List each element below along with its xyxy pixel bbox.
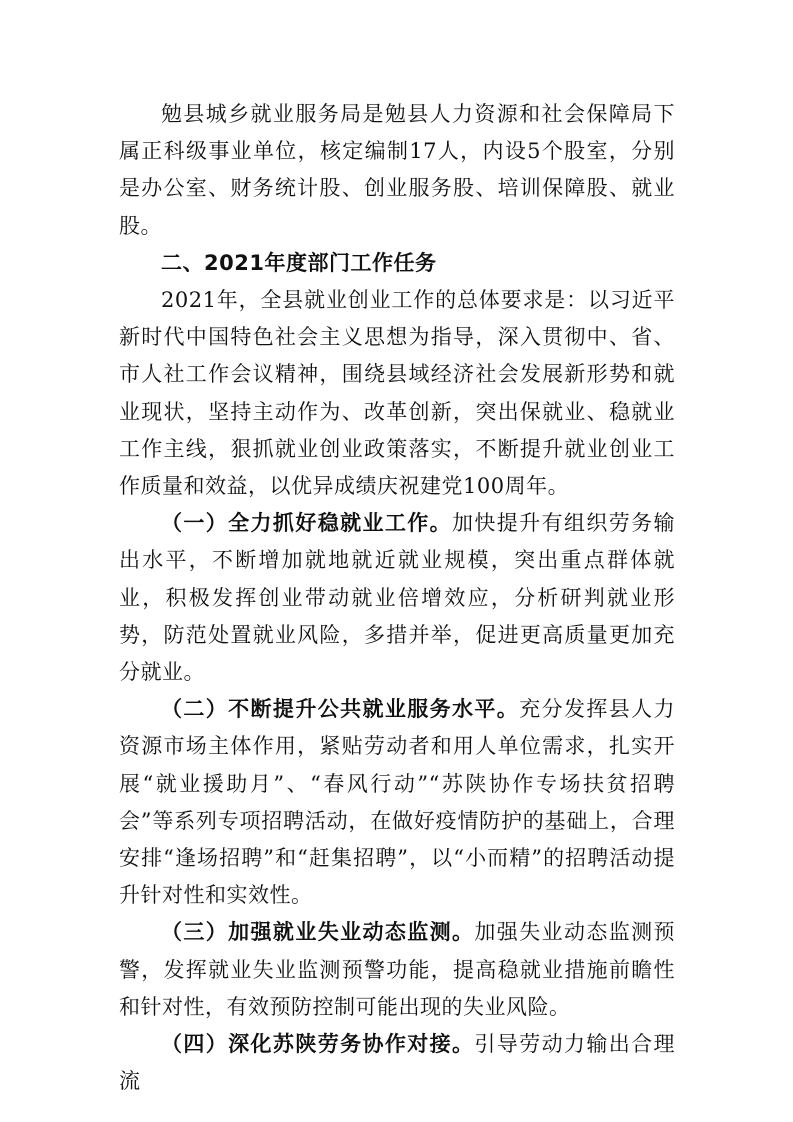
section-heading-2	[119, 245, 675, 282]
subsection-2-lead: （二）不断提升公共就业服务水平。	[161, 697, 520, 722]
document-body	[119, 96, 675, 1100]
requirements-paragraph-text: 2021年，全县就业创业工作的总体要求是：以习近平新时代中国特色社会主义思想为指导，深入贯彻中、省、市人社工作会议精神，围绕县域经济社会发展新形势和就业现状，坚持主动作为、改革创新，突出保就业、稳就业工作主线，狠抓就业创业政策落实，不断提升就业创业工作质量和效益，以优异成绩庆祝建党100周年。	[119, 288, 675, 499]
subsection-2-body: 充分发挥县人力资源市场主体作用，紧贴劳动者和用人单位需求，扎实开展“就业援助月”、“春风行动”“苏陕协作专场扶贫招聘会”等系列专项招聘活动，在做好疫情防护的基础上，合理安排“逢场招聘”和“赶集招聘”，以“小而精”的招聘活动提升针对性和实效性。	[119, 697, 676, 908]
requirements-paragraph	[119, 282, 675, 505]
subsection-1	[119, 505, 675, 691]
subsection-3-lead: （三）加强就业失业动态监测。	[161, 920, 475, 945]
subsection-4-body: 引导劳动力输出合理流	[119, 1032, 676, 1094]
intro-paragraph	[119, 96, 675, 245]
subsection-1-lead: （一）全力抓好稳就业工作。	[161, 511, 453, 536]
section-heading-2-text: 二、2021年度部门工作任务	[161, 250, 437, 275]
subsection-3-body: 加强失业动态监测预警，发挥就业失业监测预警功能，提高稳就业措施前瞻性和针对性，有效预防控制可能出现的失业风险。	[119, 920, 676, 1019]
intro-paragraph-text: 勉县城乡就业服务局是勉县人力资源和社会保障局下属正科级事业单位，核定编制17人，内设5个股室，分别是办公室、财务统计股、创业服务股、培训保障股、就业股。	[119, 102, 675, 238]
subsection-3	[119, 914, 675, 1026]
subsection-4-lead: （四）深化苏陕劳务协作对接。	[161, 1032, 475, 1057]
subsection-1-body: 加快提升有组织劳务输出水平，不断增加就地就近就业规模，突出重点群体就业，积极发挥创业带动就业倍增效应，分析研判就业形势，防范处置就业风险，多措并举，促进更高质量更加充分就业。	[119, 511, 676, 685]
subsection-2	[119, 691, 675, 914]
subsection-4	[119, 1026, 675, 1100]
